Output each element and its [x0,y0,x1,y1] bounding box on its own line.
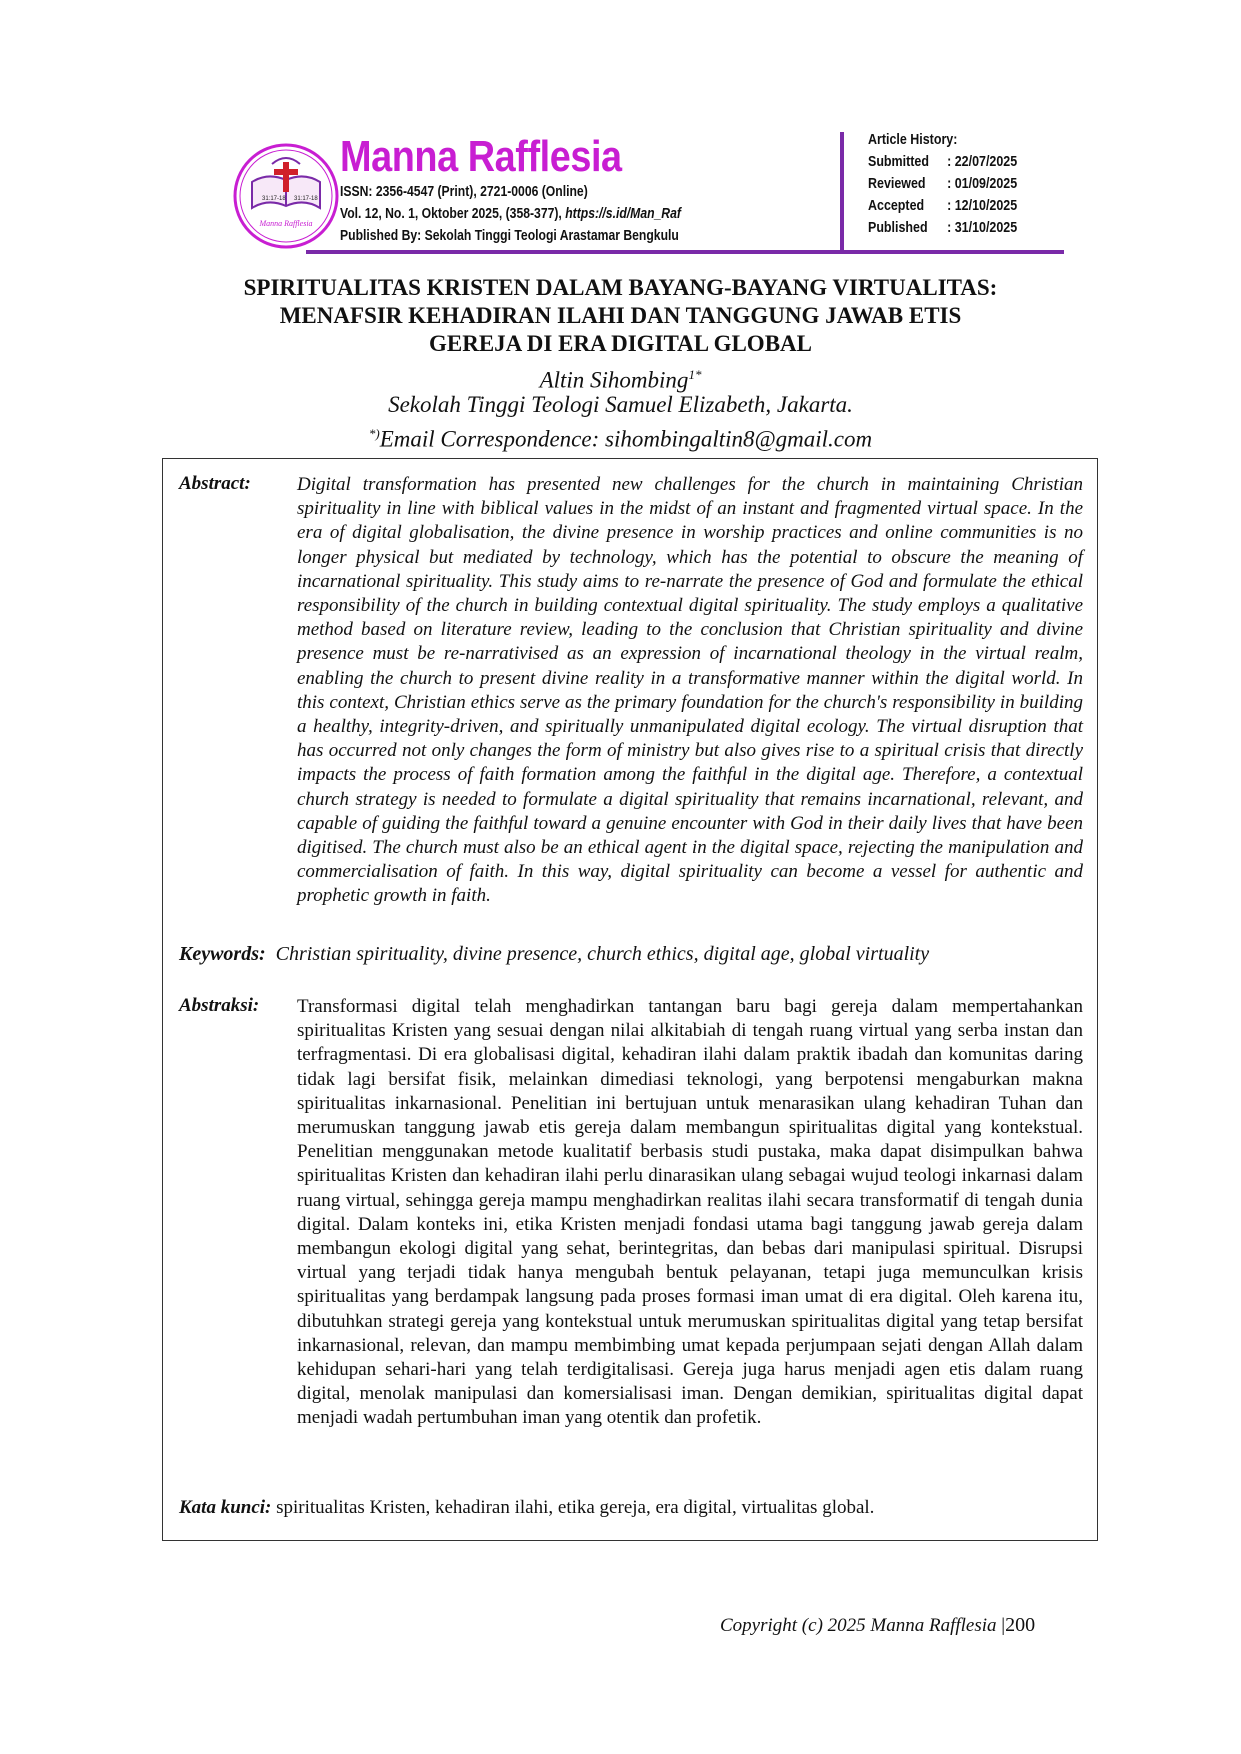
journal-volume [340,206,681,222]
article-author [150,361,1091,395]
abstract-text: Digital transformation has presented new challenges for the church in maintaining Christian spirituality in line with biblical values in the midst of an instant and fragmented virtual space. In the era of digital globalisation, the divine presence in worship practices and online communities is no longer physical but mediated by technology, which has the potential to obscure the meaning of incarnational spirituality. This study aims to re-narrate the presence of God and formulate the ethical responsibility of the church in building contextual digital spirituality. The study employs a qualitative method based on literature review, leading to the conclusion that Christian spirituality and divine presence must be re-narrativised as an expression of incarnational theology in the virtual realm, enabling the church to present divine reality in a transformative manner within the digital world. In this context, Christian ethics serve as the primary foundation for the church's responsibility in building a healthy, integrity-driven, and spiritually unmanipulated digital ecology. The virtual disruption that has occurred not only changes the form of ministry but also gives rise to a spiritual crisis that directly impacts the process of faith formation among the faithful in the digital age. Therefore, a contextual church strategy is needed to formulate a digital spirituality that remains incarnational, relevant, and capable of guiding the faithful toward a genuine encounter with God in their daily lives that have been digitised. The church must also be an ethical agent in the digital space, rejecting the manipulation and commercialisation of faith. In this way, digital spirituality can become a vessel for authentic and prophetic growth in faith. [297,474,1083,907]
abstract-box [162,458,1098,1541]
svg-text:31:17-18: 31:17-18 [262,196,286,202]
journal-logo-icon [232,142,340,250]
title-line: GEREJA DI ERA DIGITAL GLOBAL [428,331,812,356]
page-footer [720,1614,1035,1637]
abstraksi-label: Abstraksi: [179,995,260,1016]
history-value: : 12/10/2025 [947,198,1018,214]
svg-text:Manna Rafflesia: Manna Rafflesia [259,219,313,228]
kata-kunci-label: Kata kunci: [179,1497,272,1518]
history-value: : 22/07/2025 [947,154,1018,170]
page-number: 200 [1005,1614,1036,1636]
journal-publisher: Published By: Sekolah Tinggi Teologi Arastamar Bengkulu [340,228,679,244]
kata-kunci-text: spiritualitas Kristen, kehadiran ilahi, etika gereja, era digital, virtualitas global. [271,1497,875,1518]
history-label: Reviewed [868,176,926,192]
email-marker: *) [368,426,380,441]
footer-separator: | [1001,1615,1006,1636]
journal-url[interactable]: https://s.id/Man_Raf [565,206,681,222]
abstract-label: Abstract: [179,473,251,494]
history-label: Published [868,220,928,236]
volume-text: Vol. 12, No. 1, Oktober 2025, (358-377), [340,206,566,222]
history-label: Accepted [868,198,925,214]
article-affiliation: Sekolah Tinggi Teologi Samuel Elizabeth, Jakarta. [388,392,853,417]
author-name: Altin Sihombing [539,367,689,393]
header-horizontal-divider [306,250,1064,254]
keywords-text: Christian spirituality, divine presence, church ethics, digital age, global virtuality [275,943,930,965]
header-vertical-divider [840,132,844,250]
history-label: Submitted [868,154,929,170]
footer-copyright: Copyright (c) 2025 Manna Rafflesia [720,1615,997,1636]
article-email [150,420,1091,454]
article-history [868,132,1017,242]
journal-name: Manna Rafflesia [340,132,622,181]
title-line: MENAFSIR KEHADIRAN ILAHI DAN TANGGUNG JAWAB ETIS [279,303,962,328]
author-marker: 1* [688,367,702,382]
title-line: SPIRITUALITAS KRISTEN DALAM BAYANG-BAYANG VIRTUALITAS: [243,275,998,300]
history-row-reviewed [868,176,1017,198]
history-value: : 01/09/2025 [947,176,1018,192]
history-row-submitted [868,154,1017,176]
journal-issn: ISSN: 2356-4547 (Print), 2721-0006 (Online) [340,184,588,200]
email-text[interactable]: Email Correspondence: sihombingaltin8@gmail.com [379,426,873,452]
keywords [179,943,929,966]
journal-header [232,132,1064,256]
history-row-accepted [868,198,1017,220]
history-title: Article History: [868,132,958,148]
keywords-label: Keywords: [179,943,266,965]
abstraksi-text: Transformasi digital telah menghadirkan tantangan baru bagi gereja dalam mempertahankan spiritualitas Kristen yang sesuai dengan nilai alkitabiah di tengah ruang virtual yang serba instan dan terfragmentasi. Di era globalisasi digital, kehadiran ilahi dalam praktik ibadah dan komunitas daring tidak lagi bersifat fisik, melainkan dimediasi teknologi, yang berpotensi mengaburkan makna spiritualitas inkarnasional. Penelitian ini bertujuan untuk menarasikan ulang kehadiran Tuhan dan merumuskan tanggung jawab etis gereja dalam membangun spiritualitas digital yang kontekstual. Penelitian menggunakan metode kualitatif berbasis studi pustaka, maka dapat disimpulkan bahwa spiritualitas Kristen dan kehadiran ilahi perlu dinarasikan ulang sebagai wujud teologi inkarnasi dalam ruang virtual, sehingga gereja mampu menghadirkan realitas ilahi secara transformatif di tengah dunia digital. Dalam konteks ini, etika Kristen menjadi fondasi utama bagi tanggung jawab gereja dalam membangun ekologi digital yang sehat, berintegritas, dan bebas dari manipulasi spiritual. Disrupsi virtual yang terjadi tidak hanya mengubah bentuk pelayanan, tetapi juga memunculkan krisis spiritualitas yang berdampak langsung pada proses formasi iman umat di era digital. Oleh karena itu, dibutuhkan strategi gereja yang kontekstual untuk merumuskan spiritualitas digital yang tetap bersifat inkarnasional, relevan, dan mampu membimbing umat kepada perjumpaan sejati dengan Allah dalam kehidupan sehari-hari yang telah terdigitalisasi. Gereja juga harus menjadi agen etis dalam ruang digital, menolak manipulasi dan komersialisasi iman. Dengan demikian, spiritualitas digital dapat menjadi wadah pertumbuhan iman yang otentik dan profetik. [297,996,1083,1429]
history-value: : 31/10/2025 [947,220,1018,236]
kata-kunci [179,1497,874,1519]
history-row-published [868,220,1017,242]
article-title [150,274,1091,358]
svg-text:31:17-18: 31:17-18 [294,196,318,202]
